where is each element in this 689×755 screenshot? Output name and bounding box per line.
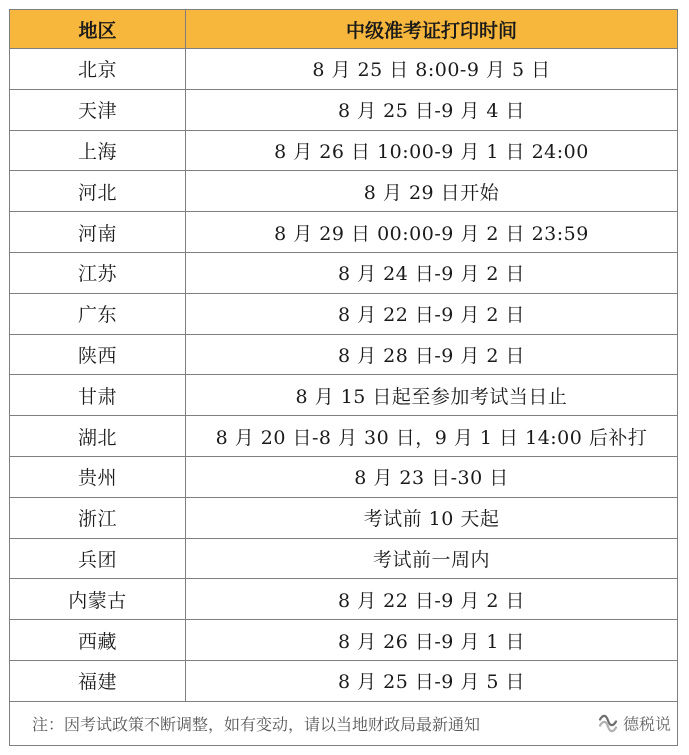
table-row — [10, 416, 678, 457]
print-time-cell: 8 月 25 日 8:00-9 月 5 日 — [186, 49, 678, 90]
table-header-row — [10, 10, 678, 49]
header-print-time: 中级准考证打印时间 — [186, 10, 678, 49]
print-time-cell: 8 月 20 日-8 月 30 日，9 月 1 日 14:00 后补打 — [186, 416, 678, 457]
print-time-cell: 考试前一周内 — [186, 538, 678, 579]
table-row — [10, 579, 678, 620]
watermark — [597, 712, 671, 735]
print-time-cell: 8 月 15 日起至参加考试当日止 — [186, 375, 678, 416]
table-row — [10, 293, 678, 334]
table-body — [10, 49, 678, 702]
region-cell: 广东 — [10, 293, 186, 334]
table-row — [10, 171, 678, 212]
table-row — [10, 620, 678, 661]
print-time-cell: 8 月 24 日-9 月 2 日 — [186, 252, 678, 293]
note-row — [10, 701, 678, 745]
region-cell: 福建 — [10, 660, 186, 701]
table-row — [10, 130, 678, 171]
print-time-cell: 8 月 22 日-9 月 2 日 — [186, 293, 678, 334]
region-cell: 天津 — [10, 89, 186, 130]
print-time-cell: 8 月 25 日-9 月 5 日 — [186, 660, 678, 701]
print-time-cell: 8 月 23 日-30 日 — [186, 456, 678, 497]
print-time-cell: 8 月 26 日 10:00-9 月 1 日 24:00 — [186, 130, 678, 171]
region-cell: 西藏 — [10, 620, 186, 661]
table-row — [10, 375, 678, 416]
table-row — [10, 212, 678, 253]
region-cell: 北京 — [10, 49, 186, 90]
document-sheet — [9, 9, 677, 746]
print-time-cell: 8 月 29 日 00:00-9 月 2 日 23:59 — [186, 212, 678, 253]
region-cell: 甘肃 — [10, 375, 186, 416]
region-cell: 江苏 — [10, 252, 186, 293]
table-row — [10, 252, 678, 293]
print-time-cell: 8 月 22 日-9 月 2 日 — [186, 579, 678, 620]
policy-note: 注：因考试政策不断调整，如有变动，请以当地财政局最新通知 — [32, 714, 481, 734]
region-cell: 河南 — [10, 212, 186, 253]
region-cell: 湖北 — [10, 416, 186, 457]
print-time-cell: 考试前 10 天起 — [186, 497, 678, 538]
note-cell — [10, 701, 678, 745]
table-row — [10, 456, 678, 497]
wechat-channel-icon — [597, 712, 619, 734]
region-cell: 陕西 — [10, 334, 186, 375]
table-row — [10, 660, 678, 701]
region-cell: 贵州 — [10, 456, 186, 497]
table-row — [10, 49, 678, 90]
table-row — [10, 334, 678, 375]
print-time-cell: 8 月 26 日-9 月 1 日 — [186, 620, 678, 661]
table-row — [10, 497, 678, 538]
region-cell: 兵团 — [10, 538, 186, 579]
print-time-cell: 8 月 28 日-9 月 2 日 — [186, 334, 678, 375]
header-region: 地区 — [10, 10, 186, 49]
region-cell: 内蒙古 — [10, 579, 186, 620]
region-cell: 河北 — [10, 171, 186, 212]
region-cell: 浙江 — [10, 497, 186, 538]
table-row — [10, 538, 678, 579]
admission-ticket-schedule-table — [9, 9, 678, 746]
print-time-cell: 8 月 25 日-9 月 4 日 — [186, 89, 678, 130]
table-row — [10, 89, 678, 130]
print-time-cell: 8 月 29 日开始 — [186, 171, 678, 212]
region-cell: 上海 — [10, 130, 186, 171]
watermark-text: 德税说 — [622, 714, 671, 734]
